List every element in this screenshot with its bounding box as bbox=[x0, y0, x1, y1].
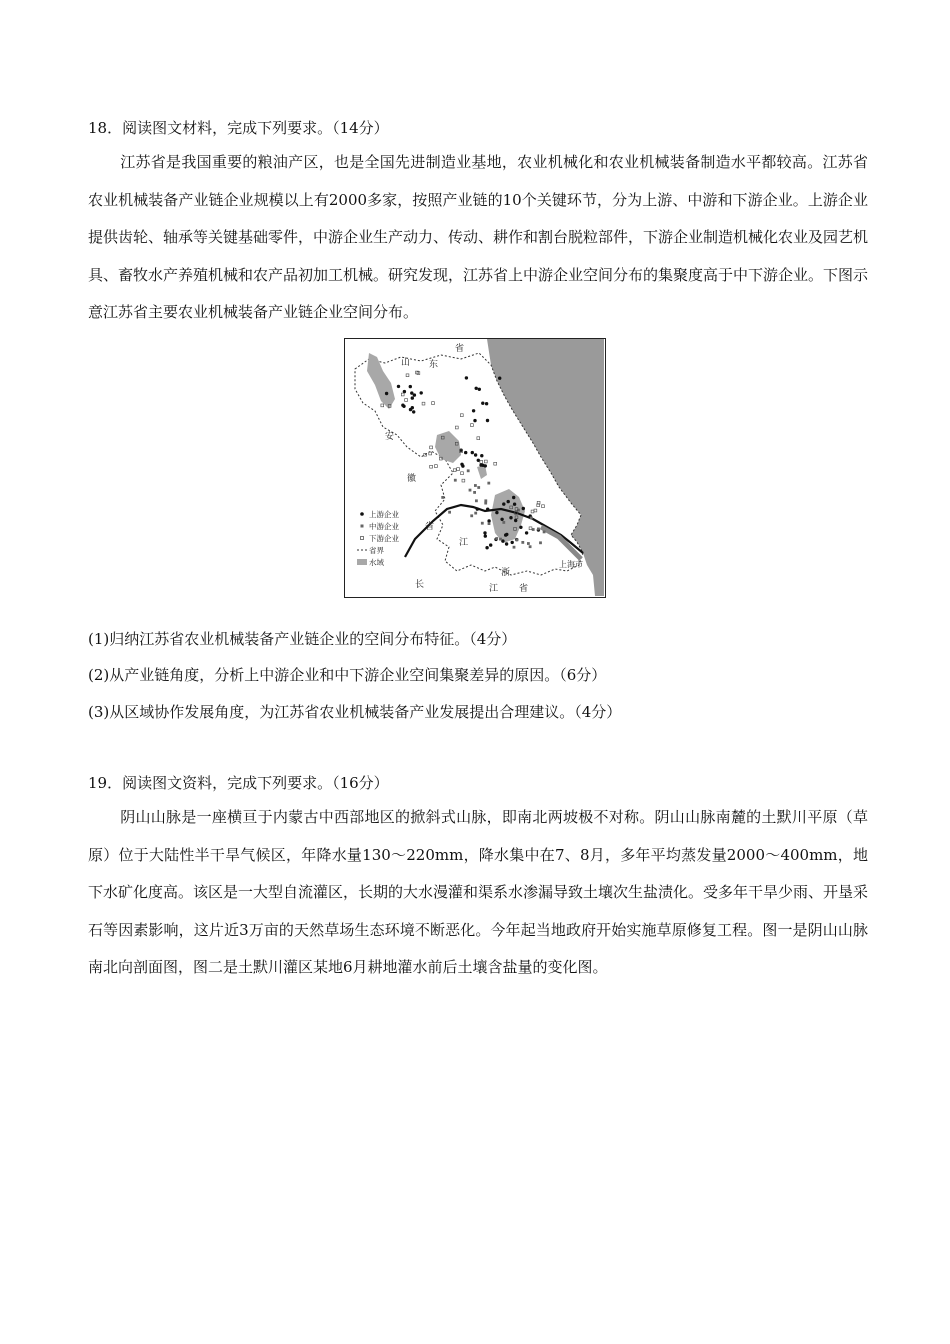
label-hui: 徽 bbox=[407, 474, 417, 484]
upstream-enterprise-dot bbox=[505, 542, 508, 545]
upstream-enterprise-dot bbox=[519, 526, 522, 529]
downstream-enterprise-dot bbox=[461, 472, 464, 475]
midstream-enterprise-dot bbox=[539, 541, 542, 544]
downstream-enterprise-dot bbox=[457, 468, 460, 471]
downstream-enterprise-dot bbox=[435, 465, 438, 468]
midstream-enterprise-dot bbox=[488, 522, 491, 525]
midstream-enterprise-dot bbox=[513, 546, 516, 549]
upstream-enterprise-dot bbox=[502, 502, 505, 505]
upstream-enterprise-dot bbox=[484, 534, 487, 537]
upstream-enterprise-dot bbox=[420, 391, 423, 394]
question-19-title: 19．阅读图文资料，完成下列要求。（16分） bbox=[88, 774, 389, 792]
upstream-enterprise-dot bbox=[473, 419, 476, 422]
question-18-part-1: (1)归纳江苏省农业机械装备产业链企业的空间分布特征。（4分） bbox=[88, 630, 517, 648]
legend-border: 省界 bbox=[369, 546, 384, 555]
upstream-enterprise-dot bbox=[507, 500, 510, 503]
label-shan: 山 bbox=[401, 358, 411, 368]
hongze-lake bbox=[435, 431, 461, 463]
upstream-enterprise-dot bbox=[409, 385, 412, 388]
sea-area bbox=[487, 339, 604, 596]
label-dong: 东 bbox=[429, 360, 439, 370]
midstream-enterprise-dot bbox=[441, 496, 444, 499]
midstream-enterprise-dot bbox=[521, 541, 524, 544]
question-18-paragraph: 江苏省是我国重要的粮油产区，也是全国先进制造业基地，农业机械化和农业机械装备制造水平都较高。江苏省农业机械装备产业链企业规模以上有2000多家，按照产业链的10个关键环节，分为上游、中游和下游企业。上游企业提供齿轮、轴承等关键基础零件，中游企业生产动力、传动、耕作和割台脱粒部件，下游企业制造机械化农业及园艺机具、畜牧水产养殖机械和农产品初加工机械。研究发现，江苏省上中游企业空间分布的集聚度高于中下游企业。下图示意江苏省主要农业机械装备产业链企业空间分布。 bbox=[88, 153, 869, 321]
upstream-enterprise-dot bbox=[411, 406, 414, 409]
downstream-enterprise-dot bbox=[422, 402, 425, 405]
question-19-paragraph: 阴山山脉是一座横亘于内蒙古中西部地区的掀斜式山脉，即南北两坡极不对称。阴山山脉南麓的土默川平原（草原）位于大陆性半干旱气候区，年降水量130～220mm，降水集中在7、8月，多年平均蒸发量2000～400mm，地下水矿化度高。该区是一大型自流灌区，长期的大水漫灌和渠系水渗漏导致土壤次生盐渍化。受多年干旱少雨、开垦采石等因素影响，这片近3万亩的天然草场生态环境不断恶化。今年起当地政府开始实施草原修复工程。图一是阴山山脉南北向剖面图，图二是土默川灌区某地6月耕地灌水前后土壤含盐量的变化图。 bbox=[88, 808, 869, 976]
downstream-enterprise-dot bbox=[406, 374, 409, 377]
upstream-enterprise-dot bbox=[481, 402, 484, 405]
midstream-enterprise-dot bbox=[474, 484, 477, 487]
upstream-enterprise-dot bbox=[474, 453, 477, 456]
downstream-enterprise-dot bbox=[381, 404, 384, 407]
upstream-enterprise-dot bbox=[471, 451, 474, 454]
midstream-enterprise-dot bbox=[474, 512, 477, 515]
upstream-enterprise-dot bbox=[476, 507, 479, 510]
legend-midstream-symbol bbox=[361, 525, 364, 528]
midstream-enterprise-dot bbox=[499, 538, 502, 541]
upstream-enterprise-dot bbox=[525, 531, 528, 534]
midstream-enterprise-dot bbox=[475, 499, 478, 502]
upstream-enterprise-dot bbox=[477, 459, 480, 462]
downstream-enterprise-dot bbox=[430, 465, 433, 468]
upstream-enterprise-dot bbox=[512, 496, 515, 499]
downstream-enterprise-dot bbox=[430, 446, 433, 449]
midstream-enterprise-dot bbox=[495, 537, 498, 540]
downstream-enterprise-dot bbox=[494, 462, 497, 465]
label-zhe: 浙 bbox=[501, 568, 511, 578]
upstream-enterprise-dot bbox=[483, 531, 486, 534]
upstream-enterprise-dot bbox=[505, 533, 508, 536]
label-chang: 长 bbox=[415, 580, 425, 590]
upstream-enterprise-dot bbox=[464, 451, 467, 454]
downstream-enterprise-dot bbox=[432, 402, 435, 405]
upstream-enterprise-dot bbox=[522, 507, 525, 510]
label-sheng-top: 省 bbox=[455, 344, 465, 354]
label-sheng-left: 省 bbox=[425, 522, 435, 532]
downstream-enterprise-dot bbox=[534, 509, 537, 512]
midstream-enterprise-dot bbox=[517, 509, 520, 512]
downstream-enterprise-dot bbox=[484, 460, 487, 463]
upstream-enterprise-dot bbox=[410, 391, 413, 394]
midstream-enterprise-dot bbox=[469, 489, 472, 492]
upstream-enterprise-dot bbox=[412, 410, 415, 413]
legend-upstream-symbol bbox=[360, 512, 364, 516]
midstream-enterprise-dot bbox=[537, 528, 540, 531]
upstream-enterprise-dot bbox=[397, 385, 400, 388]
midstream-enterprise-dot bbox=[532, 528, 535, 531]
upstream-enterprise-dot bbox=[489, 543, 492, 546]
upstream-enterprise-dot bbox=[484, 464, 487, 467]
downstream-enterprise-dot bbox=[453, 469, 456, 472]
upstream-enterprise-dot bbox=[385, 392, 388, 395]
upstream-enterprise-dot bbox=[485, 402, 488, 405]
upstream-enterprise-dot bbox=[475, 387, 478, 390]
upstream-enterprise-dot bbox=[465, 376, 468, 379]
downstream-enterprise-dot bbox=[529, 527, 532, 530]
downstream-enterprise-dot bbox=[455, 426, 458, 429]
legend-midstream: 中游企业 bbox=[369, 522, 399, 531]
downstream-enterprise-dot bbox=[401, 393, 404, 396]
weishan-lake bbox=[367, 353, 395, 409]
upstream-enterprise-dot bbox=[401, 404, 404, 407]
question-18-title: 18．阅读图文材料，完成下列要求。（14分） bbox=[88, 119, 389, 137]
downstream-enterprise-dot bbox=[480, 461, 483, 464]
downstream-enterprise-dot bbox=[477, 437, 480, 440]
midstream-enterprise-dot bbox=[487, 482, 490, 485]
downstream-enterprise-dot bbox=[460, 414, 463, 417]
downstream-enterprise-dot bbox=[471, 424, 474, 427]
label-jiang-left: 江 bbox=[459, 538, 469, 548]
midstream-enterprise-dot bbox=[467, 469, 470, 472]
upstream-enterprise-dot bbox=[480, 454, 483, 457]
upstream-enterprise-dot bbox=[509, 516, 512, 519]
legend-downstream: 下游企业 bbox=[369, 534, 399, 543]
midstream-enterprise-dot bbox=[502, 521, 505, 524]
midstream-enterprise-dot bbox=[454, 479, 457, 482]
upstream-enterprise-dot bbox=[513, 503, 516, 506]
upstream-enterprise-dot bbox=[485, 546, 488, 549]
label-jiang-bottom: 江 bbox=[489, 584, 499, 594]
upstream-enterprise-dot bbox=[479, 463, 482, 466]
midstream-enterprise-dot bbox=[473, 491, 476, 494]
downstream-enterprise-dot bbox=[542, 505, 545, 508]
downstream-enterprise-dot bbox=[462, 479, 465, 482]
map-legend bbox=[357, 509, 399, 567]
legend-upstream: 上游企业 bbox=[369, 510, 399, 519]
upstream-enterprise-dot bbox=[460, 463, 463, 466]
jiangsu-enterprise-map bbox=[344, 338, 606, 598]
midstream-enterprise-dot bbox=[529, 545, 532, 548]
upstream-enterprise-dot bbox=[500, 518, 503, 521]
label-sheng-bottom: 省 bbox=[519, 584, 529, 594]
upstream-enterprise-dot bbox=[495, 511, 498, 514]
upstream-enterprise-dot bbox=[511, 541, 514, 544]
legend-downstream-symbol bbox=[361, 537, 364, 540]
label-shanghai: 上海市 bbox=[559, 560, 583, 569]
midstream-enterprise-dot bbox=[481, 522, 484, 525]
question-18-part-2: (2)从产业链角度，分析上中游企业和中下游企业空间集聚差异的原因。（6分） bbox=[88, 666, 607, 684]
midstream-enterprise-dot bbox=[527, 542, 530, 545]
downstream-enterprise-dot bbox=[405, 399, 408, 402]
legend-water: 水域 bbox=[369, 558, 384, 567]
upstream-enterprise-dot bbox=[403, 390, 406, 393]
midstream-enterprise-dot bbox=[516, 538, 519, 541]
midstream-enterprise-dot bbox=[470, 514, 473, 517]
upstream-enterprise-dot bbox=[486, 419, 489, 422]
legend-water-symbol bbox=[357, 559, 367, 565]
upstream-enterprise-dot bbox=[498, 377, 501, 380]
upstream-enterprise-dot bbox=[486, 508, 489, 511]
midstream-enterprise-dot bbox=[448, 511, 451, 514]
question-18-part-3: (3)从区域协作发展角度，为江苏省农业机械装备产业发展提出合理建议。（4分） bbox=[88, 703, 622, 721]
midstream-enterprise-dot bbox=[543, 531, 546, 534]
upstream-enterprise-dot bbox=[514, 519, 517, 522]
upstream-enterprise-dot bbox=[478, 388, 481, 391]
downstream-enterprise-dot bbox=[531, 510, 534, 513]
upstream-enterprise-dot bbox=[487, 519, 490, 522]
midstream-enterprise-dot bbox=[477, 486, 480, 489]
midstream-enterprise-dot bbox=[484, 502, 487, 505]
label-an: 安 bbox=[385, 432, 395, 442]
upstream-enterprise-dot bbox=[411, 396, 414, 399]
midstream-enterprise-dot bbox=[530, 517, 533, 520]
upstream-enterprise-dot bbox=[472, 409, 475, 412]
